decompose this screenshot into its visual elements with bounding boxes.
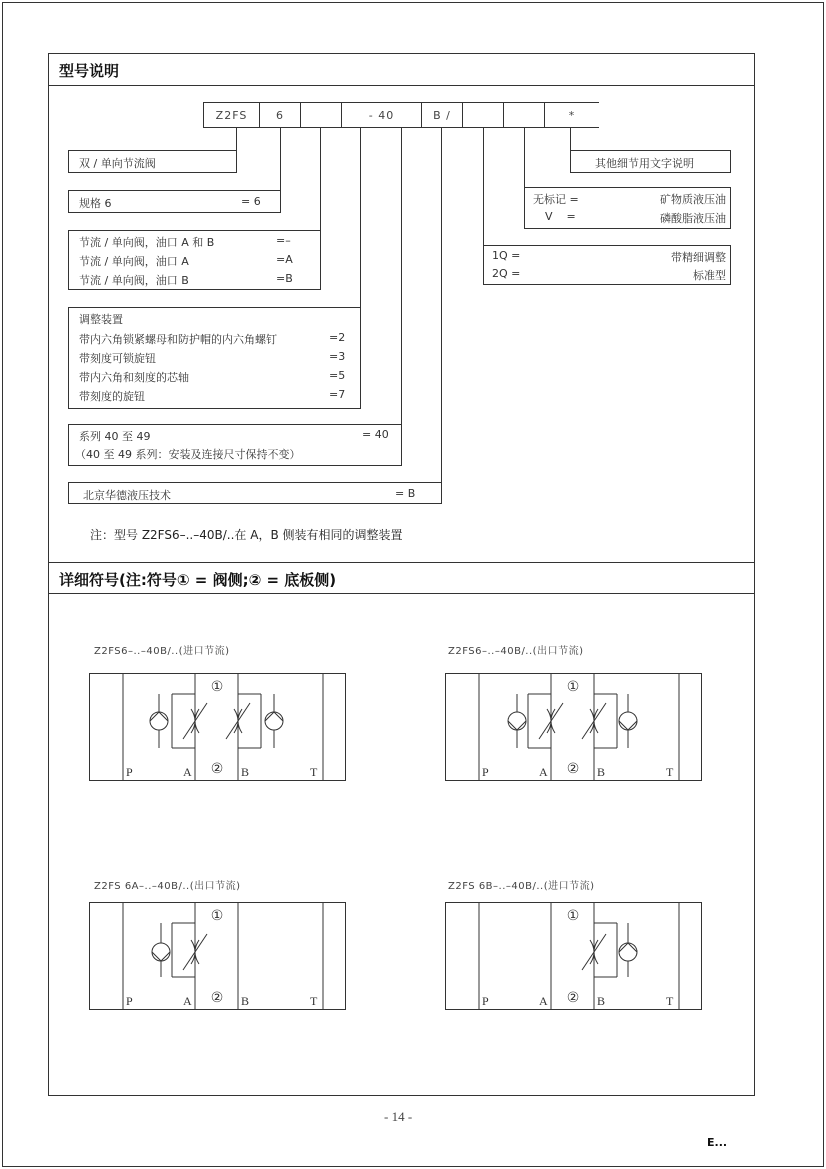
adjust-type-box bbox=[483, 245, 731, 285]
plate-side-mark: ② bbox=[210, 990, 224, 1006]
adjust-value-3: =7 bbox=[329, 388, 346, 401]
diagram-caption: Z2FS6–..–40B/..(进口节流) bbox=[94, 646, 230, 657]
seal-box bbox=[524, 187, 731, 229]
adjust-label-3: 带刻度的旋钮 bbox=[79, 390, 145, 403]
connector-line bbox=[236, 128, 237, 150]
plate-side-mark: ② bbox=[210, 761, 224, 777]
code-box-other: * bbox=[544, 102, 599, 128]
throttle-value-0: =– bbox=[276, 234, 291, 247]
adjust-label-1: 带刻度可锁旋钮 bbox=[79, 352, 156, 365]
connector-line bbox=[441, 128, 442, 482]
throttle-value-1: =A bbox=[276, 253, 293, 266]
adjust-type-label-1: 2Q = bbox=[492, 267, 521, 280]
adjust-box bbox=[68, 307, 361, 409]
page-number: - 14 - bbox=[384, 1109, 413, 1124]
port-t: T bbox=[666, 994, 674, 1008]
size-box bbox=[68, 190, 281, 213]
series-box bbox=[68, 424, 402, 466]
symbol-diagram-2 bbox=[445, 673, 702, 781]
symbols-section-title: 详细符号(注:符号① = 阀侧;② = 底板侧) bbox=[59, 571, 337, 589]
adjust-value-1: =3 bbox=[329, 350, 346, 363]
check-valve-circle bbox=[150, 712, 168, 730]
diagram-caption: Z2FS 6B–..–40B/..(进口节流) bbox=[448, 881, 595, 892]
port-p: P bbox=[482, 765, 489, 779]
adjust-value-0: =2 bbox=[329, 331, 346, 344]
maker-box bbox=[68, 482, 442, 504]
code-box-size: 6 bbox=[259, 102, 301, 128]
code-box-series: - 40 bbox=[341, 102, 422, 128]
connector-line bbox=[524, 128, 525, 187]
seal-label-0: 无标记 = bbox=[533, 193, 579, 206]
double-single-label: 双 / 单向节流阀 bbox=[79, 157, 156, 170]
connector-line bbox=[360, 128, 361, 313]
symbol-diagram-4 bbox=[445, 902, 702, 1010]
other-box bbox=[570, 150, 731, 173]
connector-line bbox=[280, 128, 281, 190]
maker-label: 北京华德液压技术 bbox=[83, 489, 171, 502]
adjust-type-value-1: 标准型 bbox=[693, 269, 726, 282]
corner-mark: E... bbox=[707, 1136, 728, 1149]
port-b: B bbox=[241, 765, 250, 779]
series-note: （40 至 49 系列：安装及连接尺寸保持不变） bbox=[75, 448, 301, 461]
port-a: A bbox=[539, 765, 548, 779]
size-label: 规格 6 bbox=[79, 197, 112, 210]
model-section-title: 型号说明 bbox=[59, 62, 120, 80]
throttle-box bbox=[68, 230, 321, 290]
code-box-model: Z2FS bbox=[203, 102, 260, 128]
throttle-value-2: =B bbox=[276, 272, 293, 285]
seal-label-1: V = bbox=[545, 210, 576, 223]
adjust-label-2: 带内六角和刻度的芯轴 bbox=[79, 371, 189, 384]
adjust-type-label-0: 1Q = bbox=[492, 249, 521, 262]
adjust-label-0: 带内六角锁紧螺母和防护帽的内六角螺钉 bbox=[79, 333, 277, 346]
port-a: A bbox=[183, 994, 192, 1008]
valve-side-mark: ① bbox=[566, 679, 580, 695]
double-single-box bbox=[68, 150, 237, 173]
diagram-caption: Z2FS 6A–..–40B/..(出口节流) bbox=[94, 881, 241, 892]
valve-side-mark: ① bbox=[210, 908, 224, 924]
plate-side-mark: ② bbox=[566, 990, 580, 1006]
throttle-label-0: 节流 / 单向阀，油口 A 和 B bbox=[79, 236, 215, 249]
other-label: 其他细节用文字说明 bbox=[595, 157, 694, 170]
port-b: B bbox=[597, 994, 606, 1008]
code-box-seal bbox=[462, 102, 504, 128]
symbol-diagram-3 bbox=[89, 902, 346, 1010]
port-a: A bbox=[539, 994, 548, 1008]
check-valve-circle bbox=[152, 943, 170, 961]
seal-value-1: 磷酸脂液压油 bbox=[660, 212, 726, 225]
valve-side-mark: ① bbox=[566, 908, 580, 924]
series-label: 系列 40 至 49 bbox=[79, 430, 151, 443]
connector-line bbox=[483, 128, 484, 245]
port-b: B bbox=[597, 765, 606, 779]
throttle-label-1: 节流 / 单向阀，油口 A bbox=[79, 255, 189, 268]
port-b: B bbox=[241, 994, 250, 1008]
port-p: P bbox=[126, 994, 133, 1008]
symbol-diagram-1 bbox=[89, 673, 346, 781]
maker-value: = B bbox=[395, 487, 416, 500]
adjust-type-value-0: 带精细调整 bbox=[671, 251, 726, 264]
model-note: 注：型号 Z2FS6–..–40B/..在 A，B 侧装有相同的调整装置 bbox=[90, 528, 403, 542]
port-a: A bbox=[183, 765, 192, 779]
adjust-value-2: =5 bbox=[329, 369, 346, 382]
port-p: P bbox=[126, 765, 133, 779]
valve-side-mark: ① bbox=[210, 679, 224, 695]
check-valve-circle bbox=[508, 712, 526, 730]
code-box-maker: B / bbox=[421, 102, 463, 128]
connector-line bbox=[401, 128, 402, 424]
port-t: T bbox=[310, 765, 318, 779]
diagram-caption: Z2FS6–..–40B/..(出口节流) bbox=[448, 646, 584, 657]
plate-side-mark: ② bbox=[566, 761, 580, 777]
port-t: T bbox=[310, 994, 318, 1008]
check-valve-circle bbox=[619, 943, 637, 961]
check-valve-circle bbox=[265, 712, 283, 730]
check-valve-circle bbox=[619, 712, 637, 730]
code-box-adjust bbox=[503, 102, 545, 128]
series-value: = 40 bbox=[362, 428, 389, 441]
title-divider bbox=[49, 593, 754, 594]
port-t: T bbox=[666, 765, 674, 779]
throttle-label-2: 节流 / 单向阀，油口 B bbox=[79, 274, 189, 287]
title-divider bbox=[49, 85, 754, 86]
adjust-title: 调整装置 bbox=[79, 313, 123, 326]
port-p: P bbox=[482, 994, 489, 1008]
seal-value-0: 矿物质液压油 bbox=[660, 193, 726, 206]
connector-line bbox=[320, 128, 321, 230]
code-box-throttle bbox=[300, 102, 342, 128]
connector-line bbox=[570, 128, 571, 150]
size-value: = 6 bbox=[241, 195, 261, 208]
